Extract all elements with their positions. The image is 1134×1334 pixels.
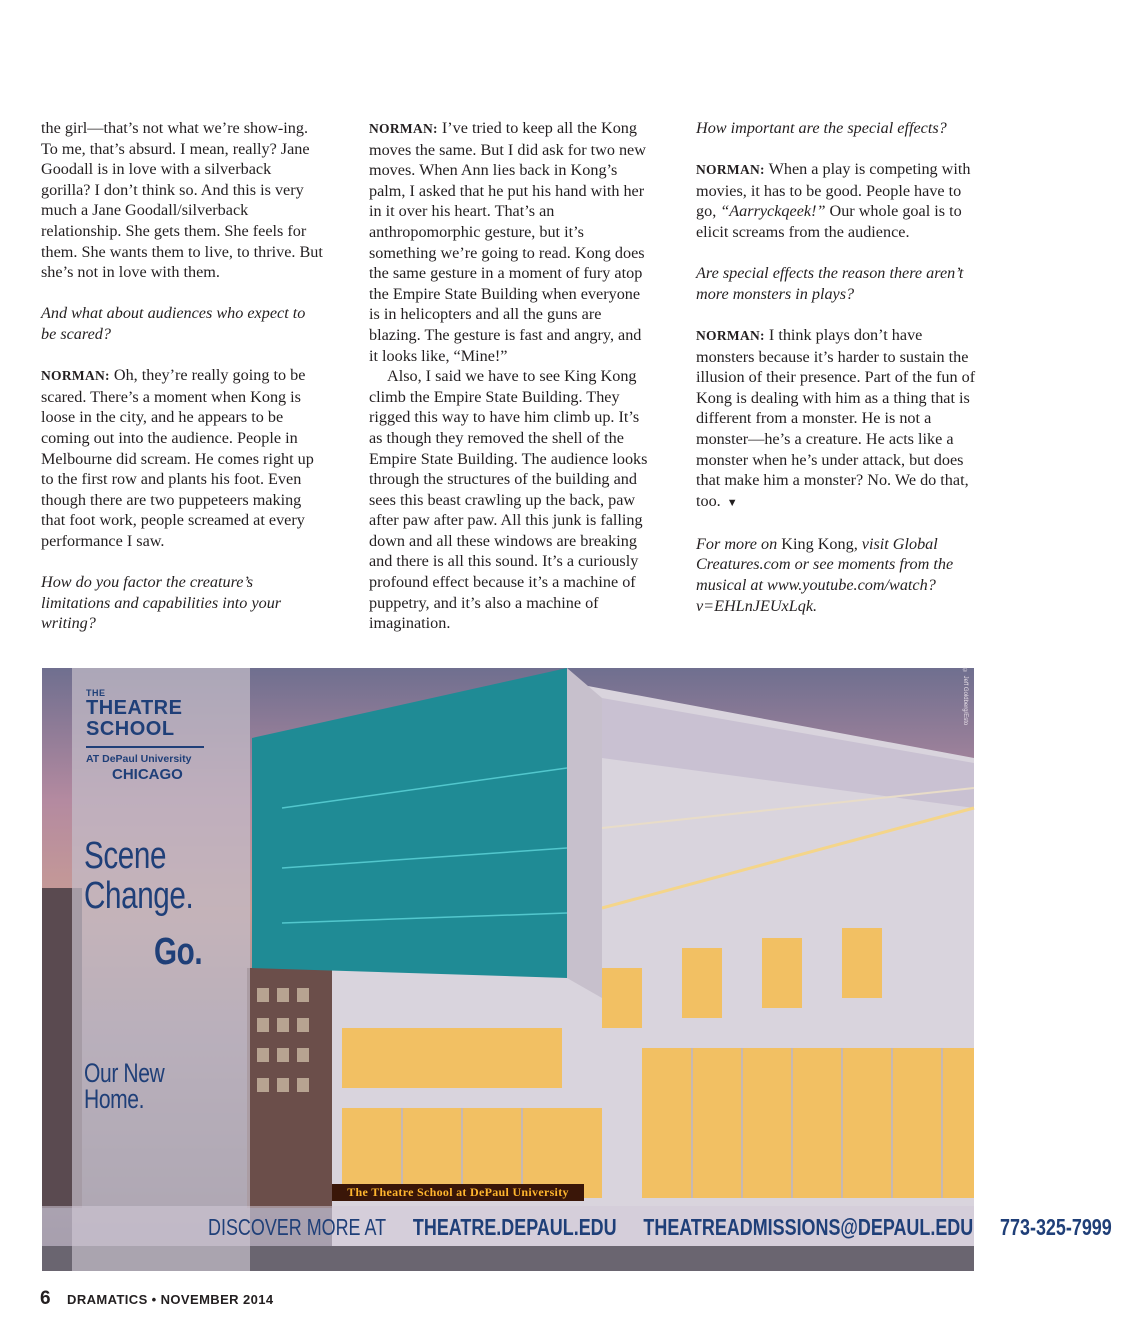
- answer: [696, 325, 978, 513]
- answer: [369, 118, 651, 366]
- glass-cube-side: [567, 668, 602, 998]
- theatre-school-advertisement[interactable]: [42, 668, 1112, 1271]
- answer-text: I’ve tried to keep all the Kong moves the same. But I did ask for two new moves. When Ann lies back in Kong’s palm, I asked that he put his hand with her in it over his heart. That’s an anthropomorphic gesture, but it’s something we’re going to read. Kong does the same gesture in a moment of fury atop the Empire State Building when everyone is in helicopters and all the guns are blazing. The gesture is fast and angry, and it looks like, “Mine!”: [369, 119, 646, 365]
- article-column-1: [41, 118, 323, 634]
- answer: [696, 159, 978, 242]
- question: Are special effects the reason there aren’t more monsters in plays?: [696, 264, 964, 303]
- tagline-go: Go.: [154, 931, 203, 973]
- answer-quote: “Aarryckqeek!”: [720, 202, 826, 221]
- answer-text: When a play is competing with movies, it has to be good. People have to go,: [696, 160, 971, 221]
- url-link[interactable]: THEATRE.DEPAUL.EDU: [412, 1214, 617, 1240]
- show-title: King Kong: [781, 534, 854, 553]
- logo-the: THE: [86, 688, 106, 698]
- logo-name-line-1: THEATRE: [86, 697, 183, 719]
- tagline-line: Scene: [84, 835, 167, 877]
- paragraph: Also, I said we have to see King Kong climb the Empire State Building. They rigged this way to have him climb up. It’s as though they removed the shell of the Empire State Building. The audience looks through the structures of the building and sees this beast crawling up the back, paw after paw after paw. All this junk is falling down and all these windows are breaking and there is all this sound. It’s a curiously profound effect because it’s a machine of puppetry, and it’s also a machine of imagination.: [369, 367, 648, 633]
- paragraph: the girl—that’s not what we’re show-ing. To me, that’s absurd. I mean, really? Jane Goodall is in love with a silverback gorilla? I don’t think so. And this is very much a Jane Goodall/silverback relationship. She gets them. She feels for them. She wants them to live, to thrive. But she’s not in love with them.: [41, 119, 323, 282]
- article-column-2: [369, 118, 651, 634]
- theatre-school-logo: [86, 688, 246, 783]
- logo-university: AT DePaul University: [86, 746, 204, 765]
- speaker-label: NORMAN:: [696, 327, 765, 343]
- contact-prefix: DISCOVER MORE AT: [208, 1214, 387, 1240]
- tagline-line: Our New: [84, 1058, 165, 1088]
- contact-phone[interactable]: 773-325-7999: [1000, 1214, 1112, 1240]
- page-number: 6: [40, 1288, 51, 1309]
- logo-city: CHICAGO: [112, 766, 183, 783]
- page-footer: [40, 1288, 274, 1310]
- question: How do you factor the creature’s limitations and capabilities into your writing?: [41, 573, 282, 633]
- building-marquee-sign: The Theatre School at DePaul University: [332, 1184, 584, 1201]
- glass-cube: [252, 668, 567, 978]
- answer-text: Our whole goal is to elicit screams from the audience.: [696, 202, 962, 241]
- more-info-text: For more on: [696, 534, 778, 553]
- contact-email[interactable]: THEATREADMISSIONS@DEPAUL.EDU: [643, 1214, 974, 1240]
- more-info-link-text: , visit Global Creatures.com or see moments from the musical at www.youtube.com/watch?v=EHLnJEUxLqk.: [696, 534, 954, 615]
- answer: [41, 365, 323, 551]
- answer-text: I think plays don’t have monsters because it’s harder to sustain the illusion of their presence. Part of the fun of Kong is dealing with him as a thing that is different from a monster. He is not a monster—he’s a creature. He acts like a monster when he’s under attack, but does that make him a monster? No. We do that, too.: [696, 325, 976, 510]
- tagline-line: Home.: [84, 1084, 145, 1114]
- contact-url[interactable]: [208, 1214, 617, 1240]
- tagline-scene-change: [84, 836, 193, 916]
- tagline-line: Change.: [84, 875, 194, 917]
- speaker-label: NORMAN:: [696, 162, 765, 178]
- speaker-label: NORMAN:: [41, 368, 110, 384]
- end-triangle-icon: ▼: [726, 496, 738, 509]
- logo-name-line-2: SCHOOL: [86, 718, 175, 740]
- photo-credit: © Jeff Goldberg/Esto: [962, 668, 968, 726]
- tagline-new-home: [84, 1060, 164, 1112]
- question: And what about audiences who expect to be scared?: [41, 304, 306, 343]
- speaker-label: NORMAN:: [369, 121, 438, 136]
- article-column-3: [696, 118, 978, 616]
- question: How important are the special effects?: [696, 119, 947, 137]
- more-info: [696, 534, 978, 616]
- answer-text: Oh, they’re really going to be scared. There’s a moment when Kong is loose in the city, and he appears to be coming out into the audience. People in Melbourne did scream. He comes right up to the first row and plants his foot. Even though there are two puppeteers making that foot work, people screamed at every performance I saw.: [41, 366, 314, 550]
- magazine-issue: DRAMATICS • NOVEMBER 2014: [67, 1292, 274, 1307]
- contact-info: [208, 1214, 1134, 1241]
